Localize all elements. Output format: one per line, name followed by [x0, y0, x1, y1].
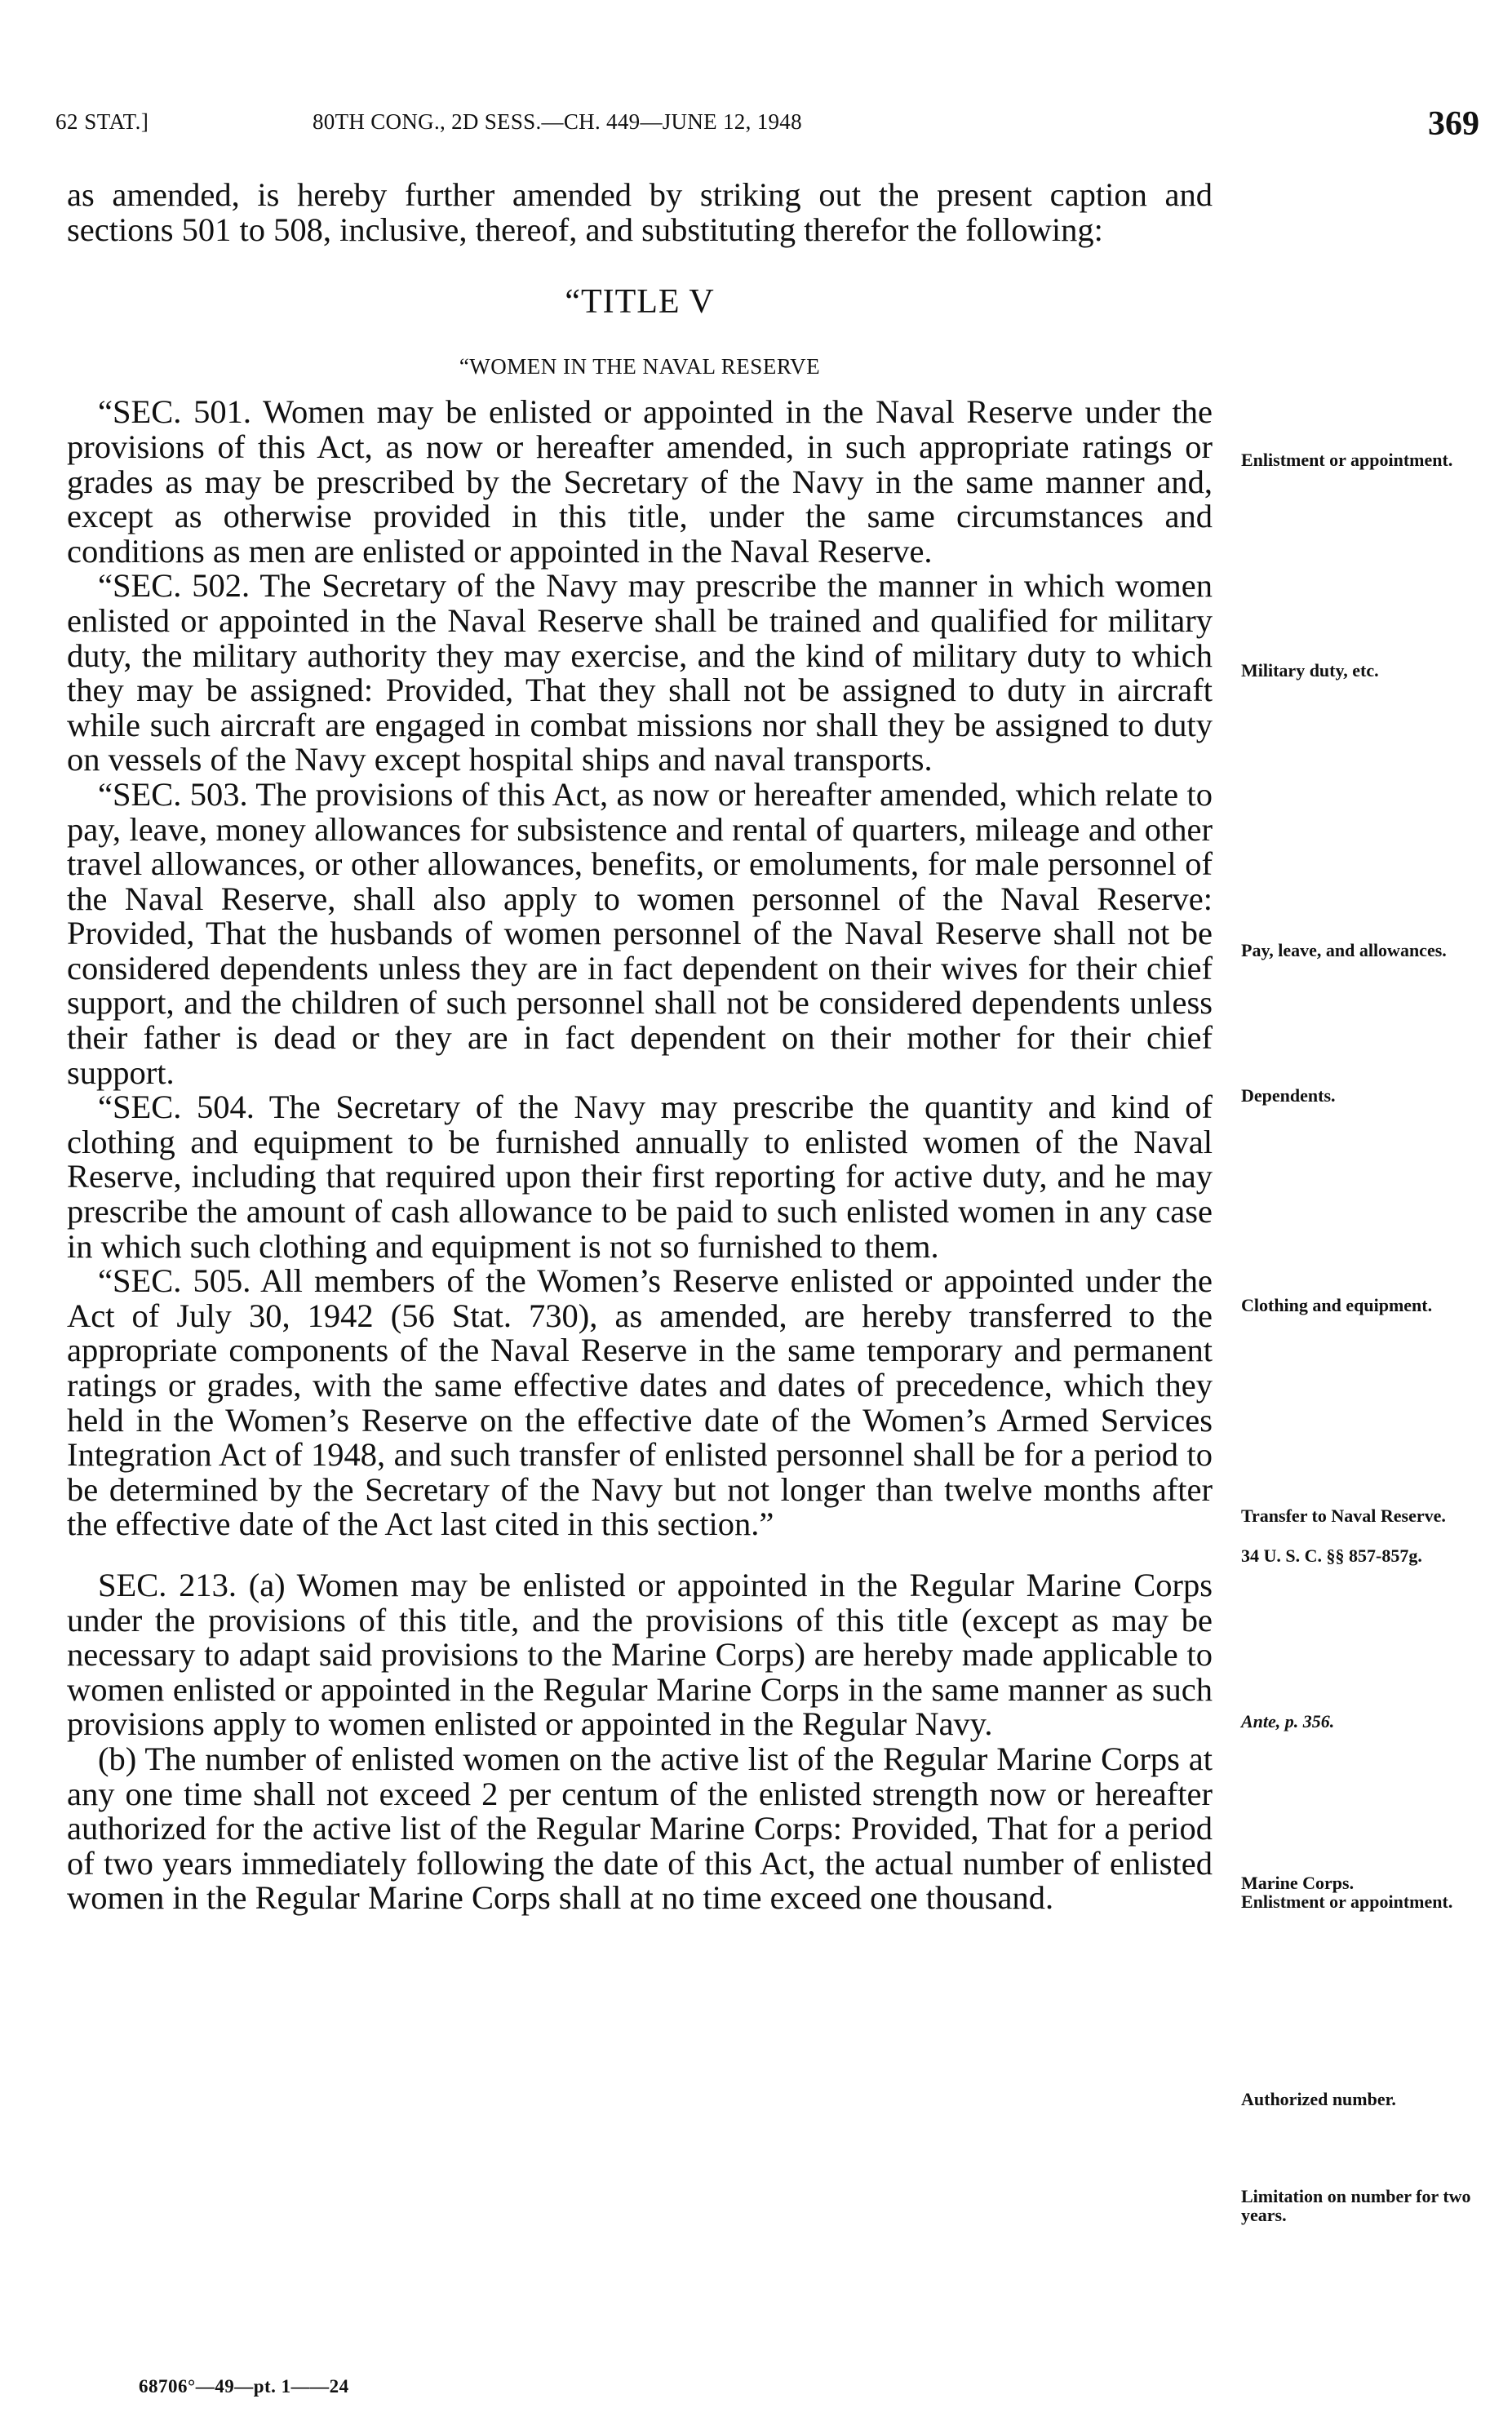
intro-paragraph: as amended, is hereby further amended by striking out the present caption and sections 501 to 508, inclusive, thereof, and substituting therefor the following:: [67, 176, 1213, 248]
statute-reference: 62 STAT.]: [55, 109, 149, 134]
body-text: [67, 178, 1213, 1916]
note-usc-citation: 34 U. S. C. §§ 857-857g.: [1241, 1545, 1422, 1566]
section-505: “SEC. 505. All members of the Women’s Reserve enlisted or appointed under the Act of July 30, 1942 (56 Stat. 730), as amended, are hereby transferred to the appropriate components of the Naval Reserve in the same temporary and permanent ratings or grades, with the same effective dates and dates of precedence, which they held in the Women’s Reserve on the effective date of the Women’s Armed Services Integration Act of 1948, and such transfer of enlisted personnel shall be for a period to be determined by the Secretary of the Navy but not longer than twelve months after the effective date of the Act last cited in this section.”: [67, 1262, 1213, 1543]
note-marine-corps: Marine Corps.: [1241, 1873, 1355, 1893]
note-limitation: Limitation on number for two years.: [1241, 2186, 1471, 2225]
note-dependents: Dependents.: [1241, 1085, 1336, 1106]
note-military-duty: Military duty, etc.: [1241, 660, 1379, 681]
page-header: [55, 104, 1479, 145]
section-213-a: SEC. 213. (a) Women may be enlisted or appointed in the Regular Marine Corps under the provisions of this title, and the provisions of this title (except as may be necessary to adapt said provisions to the Marine Corps) are hereby made applicable to women enlisted or appointed in the Regular Marine Corps in the same manner as such provisions apply to women enlisted or appointed in the Regular Navy.: [67, 1566, 1213, 1743]
page-number: 369: [1428, 105, 1479, 143]
note-transfer: Transfer to Naval Reserve.: [1241, 1505, 1446, 1526]
title-heading: “TITLE V: [565, 283, 715, 321]
subtitle-heading: “WOMEN IN THE NAVAL RESERVE: [459, 353, 821, 379]
note-authorized-number: Authorized number.: [1241, 2089, 1396, 2109]
section-501: “SEC. 501. Women may be enlisted or appointed in the Naval Reserve under the provisions of this Act, as now or hereafter amended, in such appropriate ratings or grades as may be prescribed by the Secretary of the Navy in the same manner and, except as otherwise provided in this title, under the same circumstances and conditions as men are enlisted or appointed in the Naval Reserve.: [67, 393, 1213, 570]
section-502: “SEC. 502. The Secretary of the Navy may prescribe the manner in which women enlisted or appointed in the Naval Reserve shall be trained and qualified for military duty, the military authority they may exercise, and the kind of military duty to which they may be assigned: Provided, That they shall not be assigned to duty in aircraft while such aircraft are engaged in combat missions nor shall they be assigned to duty on vessels of the Navy except hospital ships and naval transports.: [67, 567, 1213, 778]
session-line: 80TH CONG., 2D SESS.—CH. 449—JUNE 12, 1948: [313, 109, 802, 134]
note-enlistment: Enlistment or appointment.: [1241, 450, 1453, 470]
note-ante: Ante, p. 356.: [1241, 1711, 1335, 1732]
print-code: 68706°—49—pt. 1——24: [139, 2376, 349, 2397]
section-213-b: (b) The number of enlisted women on the active list of the Regular Marine Corps at any one time shall not exceed 2 per centum of the enlisted strength now or hereafter authorized for the active list of the Regular Marine Corps: Provided, That for a period of two years immediately following the date of this Act, the actual number of enlisted women in the Regular Marine Corps shall at no time exceed one thousand.: [67, 1740, 1213, 1917]
section-504: “SEC. 504. The Secretary of the Navy may prescribe the quantity and kind of clothing and equipment to be furnished annually to enlisted women of the Naval Reserve, including that required upon their first reporting for active duty, and he may prescribe the amount of cash allowance to be paid to such enlisted women in any case in which such clothing and equipment is not so furnished to them.: [67, 1089, 1213, 1265]
note-clothing: Clothing and equipment.: [1241, 1295, 1433, 1315]
note-pay: Pay, leave, and allowances.: [1241, 940, 1447, 960]
note-marine-enlistment: Enlistment or appointment.: [1241, 1891, 1453, 1912]
section-503: “SEC. 503. The provisions of this Act, as now or hereafter amended, which relate to pay, leave, money allowances for subsistence and rental of quarters, mileage and other travel allowances, or other allowances, benefits, or emoluments, for male personnel of the Naval Reserve, shall also apply to women personnel of the Naval Reserve: Provided, That the husbands of women personnel of the Naval Reserve shall not be considered dependents unless they are in fact dependent on their wives for their chief support, and the children of such personnel shall not be considered dependents unless their father is dead or they are in fact dependent on their mother for their chief support.: [67, 775, 1213, 1091]
